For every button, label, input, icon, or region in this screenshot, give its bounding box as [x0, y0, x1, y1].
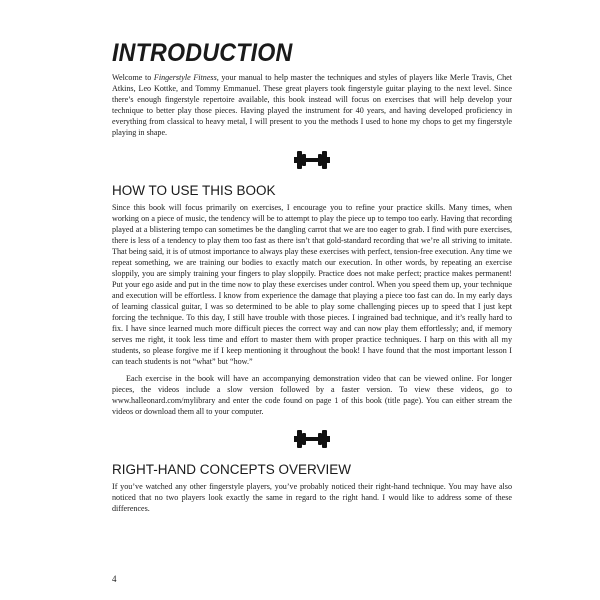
dumbbell-icon	[294, 429, 330, 449]
page-content	[112, 38, 512, 514]
section-divider	[112, 138, 512, 182]
right-hand-paragraph-1: If you’ve watched any other fingerstyle players, you’ve probably noticed their right-hand technique. You may have also noticed that no two players look exactly the same in regard to the right hand. I would like to address some of these differences.	[112, 482, 512, 513]
dumbbell-icon	[294, 150, 330, 170]
right-hand-heading: RIGHT-HAND CONCEPTS OVERVIEW	[112, 462, 352, 477]
intro-text-rest: , your manual to help master the techniques and styles of players like Merle Travis, Chet Atkins, Leo Kottke, and Tommy Emmanuel. These great players took fingerstyle guitar playing to the next level. Since there’s enough fingerstyle repertoire available, this book instead will focus on exercises that will help develop your technique to better play those pieces. Having played the instrument for 40 years, and having developed proficiency in everything from classical to heavy metal, I will present to you the methods I used to hone my chops to get my fingerstyle playing in shape.	[112, 73, 513, 137]
book-title-italic: Fingerstyle Fitness	[153, 73, 217, 82]
introduction-paragraph	[112, 72, 512, 138]
page-number: 4	[112, 574, 117, 584]
introduction-title: INTRODUCTION	[112, 39, 293, 67]
intro-text-start: Welcome to	[112, 73, 154, 82]
how-to-use-paragraph-1: Since this book will focus primarily on exercises, I encourage you to refine your practice skills. Many times, when working on a piece of music, the tendency will be to attempt to play the piece up to tempo too early. Having that recording played at a blistering tempo can sometimes be the dangling carrot that we are too eager to grab. I find with pure exercises, there is less of a tendency to play them too fast as there isn’t that gold-standard recording that we’re all striving to imitate. That being said, it is of utmost importance to always play these exercises with perfect, tension-free execution. Any time we repeat something, we are training our bodies to exactly match our execution. In other words, by repeating an exercise sloppily, you are simply training your fingers to play sloppily. Practice does not make perfect; practice makes permanent! Put your ego aside and put in the time now to play these exercises under control. When you speed them up, your technique and execution will be effortless. I know from experience the damage that playing a piece too fast can do. In my early days of learning classical guitar, I was so determined to be able to play some challenging pieces up to speed that I just kept forcing the technique. To this day, I still have trouble with those pieces. I ingrained bad technique, and it’s really hard to fix. I have since learned much more difficult pieces the correct way and can now play them effortlessly; and, if memory serves me right, it took less time and effort to master them with proper practice techniques. I harp on this with all my students, so please forgive me if I keep mentioning it throughout the book! I have found that the most important lesson I can teach students is not “what” but “how.”	[112, 203, 512, 366]
how-to-use-heading: HOW TO USE THIS BOOK	[112, 183, 276, 198]
how-to-use-paragraph-2: Each exercise in the book will have an accompanying demonstration video that can be viewed online. For longer pieces, the videos include a slow version followed by a faster version. To view these videos, go to www.halleonard.com/mylibrary and enter the code found on page 1 of this book (title page). You can either stream the videos or download them all to your computer.	[112, 374, 512, 416]
section-divider-2	[112, 417, 512, 461]
